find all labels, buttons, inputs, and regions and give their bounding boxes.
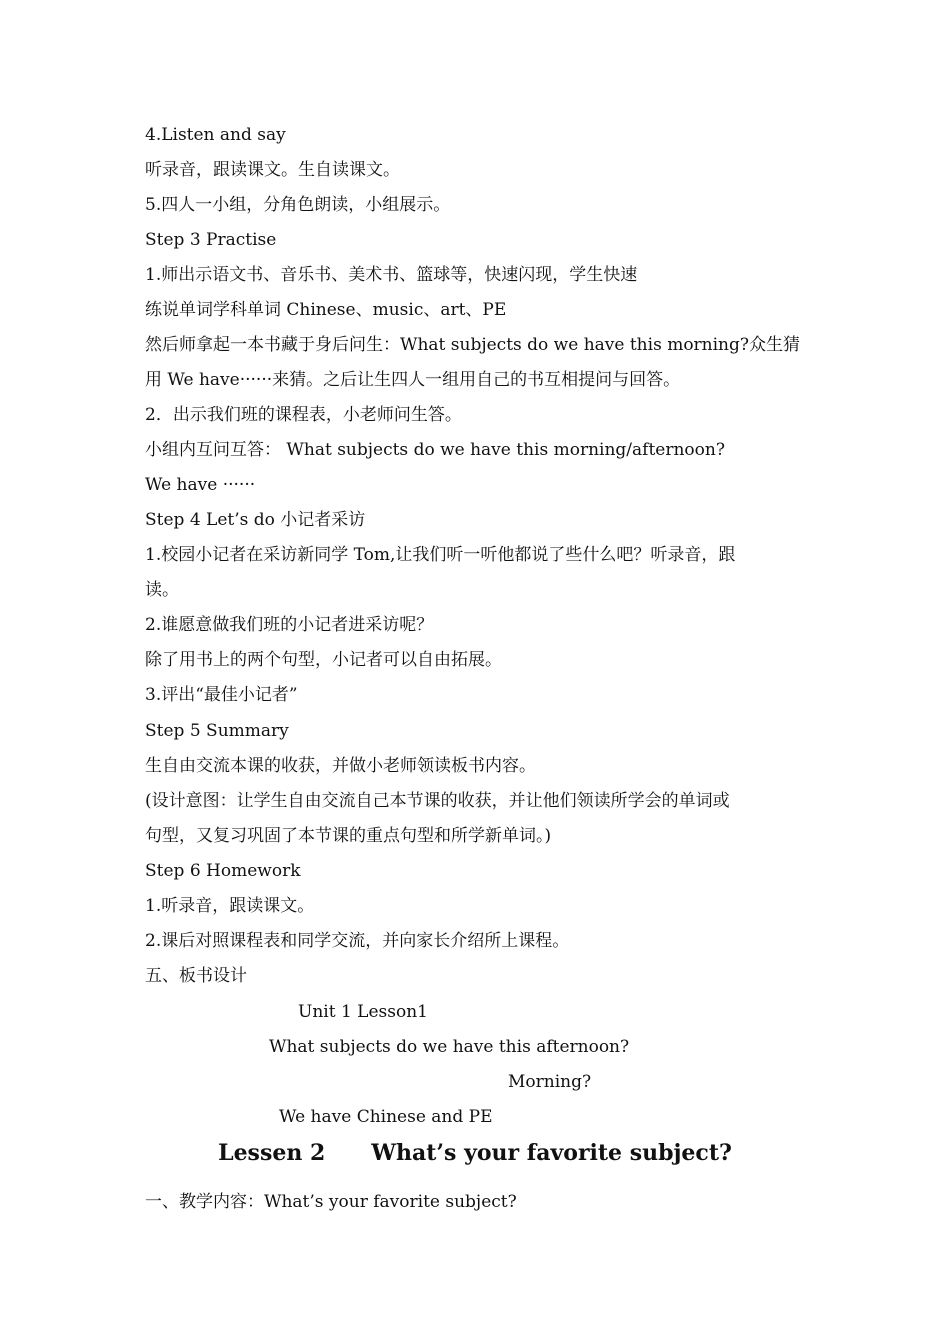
step-heading: Step 6 Homework	[145, 861, 301, 881]
text-line: 读。	[145, 580, 179, 600]
text-line: 练说单词学科单词 Chinese、music、art、PE	[145, 300, 507, 320]
text-line: 3.评出“最佳小记者”	[145, 685, 298, 705]
lesson-heading: Lessen 2 What’s your favorite subject?	[218, 1140, 732, 1166]
step-heading: Step 4 Let’s do 小记者采访	[145, 510, 366, 530]
text-line: 4.Listen and say	[145, 125, 286, 145]
step-heading: Step 3 Practise	[145, 230, 277, 250]
text-line: 2．出示我们班的课程表，小老师问生答。	[145, 405, 462, 425]
content-line: 一、教学内容：What’s your favorite subject?	[145, 1192, 517, 1212]
board-title: Unit 1 Lesson1	[298, 1002, 428, 1022]
board-alt: Morning?	[508, 1072, 592, 1092]
board-answer: We have Chinese and PE	[279, 1107, 493, 1127]
text-line: 5.四人一小组，分角色朗读，小组展示。	[145, 195, 451, 215]
text-line: 听录音，跟读课文。生自读课文。	[145, 160, 400, 180]
text-line: 然后师拿起一本书藏于身后问生：What subjects do we have this morning?众生猜	[145, 335, 801, 355]
text-line: 小组内互问互答： What subjects do we have this morning/afternoon?	[145, 440, 725, 460]
board-question: What subjects do we have this afternoon?	[269, 1037, 630, 1057]
step-heading: Step 5 Summary	[145, 721, 289, 741]
text-line: (设计意图：让学生自由交流自己本节课的收获，并让他们领读所学会的单词或	[145, 791, 730, 811]
text-line: 1.师出示语文书、音乐书、美术书、篮球等，快速闪现，学生快速	[145, 265, 638, 285]
text-line: 2.谁愿意做我们班的小记者进采访呢？	[145, 615, 434, 635]
text-line: 生自由交流本课的收获，并做小老师领读板书内容。	[145, 756, 536, 776]
text-line: We have ······	[145, 475, 256, 495]
text-line: 1.听录音，跟读课文。	[145, 896, 315, 916]
text-line: 2.课后对照课程表和同学交流，并向家长介绍所上课程。	[145, 931, 570, 951]
text-line: 1.校园小记者在采访新同学 Tom,让我们听一听他都说了些什么吧？听录音，跟	[145, 545, 736, 565]
text-line: 句型，又复习巩固了本节课的重点句型和所学新单词。)	[145, 826, 552, 846]
text-line: 除了用书上的两个句型，小记者可以自由拓展。	[145, 650, 502, 670]
text-line: 用 We have······来猜。之后让生四人一组用自己的书互相提问与回答。	[145, 370, 681, 390]
section-heading: 五、板书设计	[145, 966, 247, 986]
